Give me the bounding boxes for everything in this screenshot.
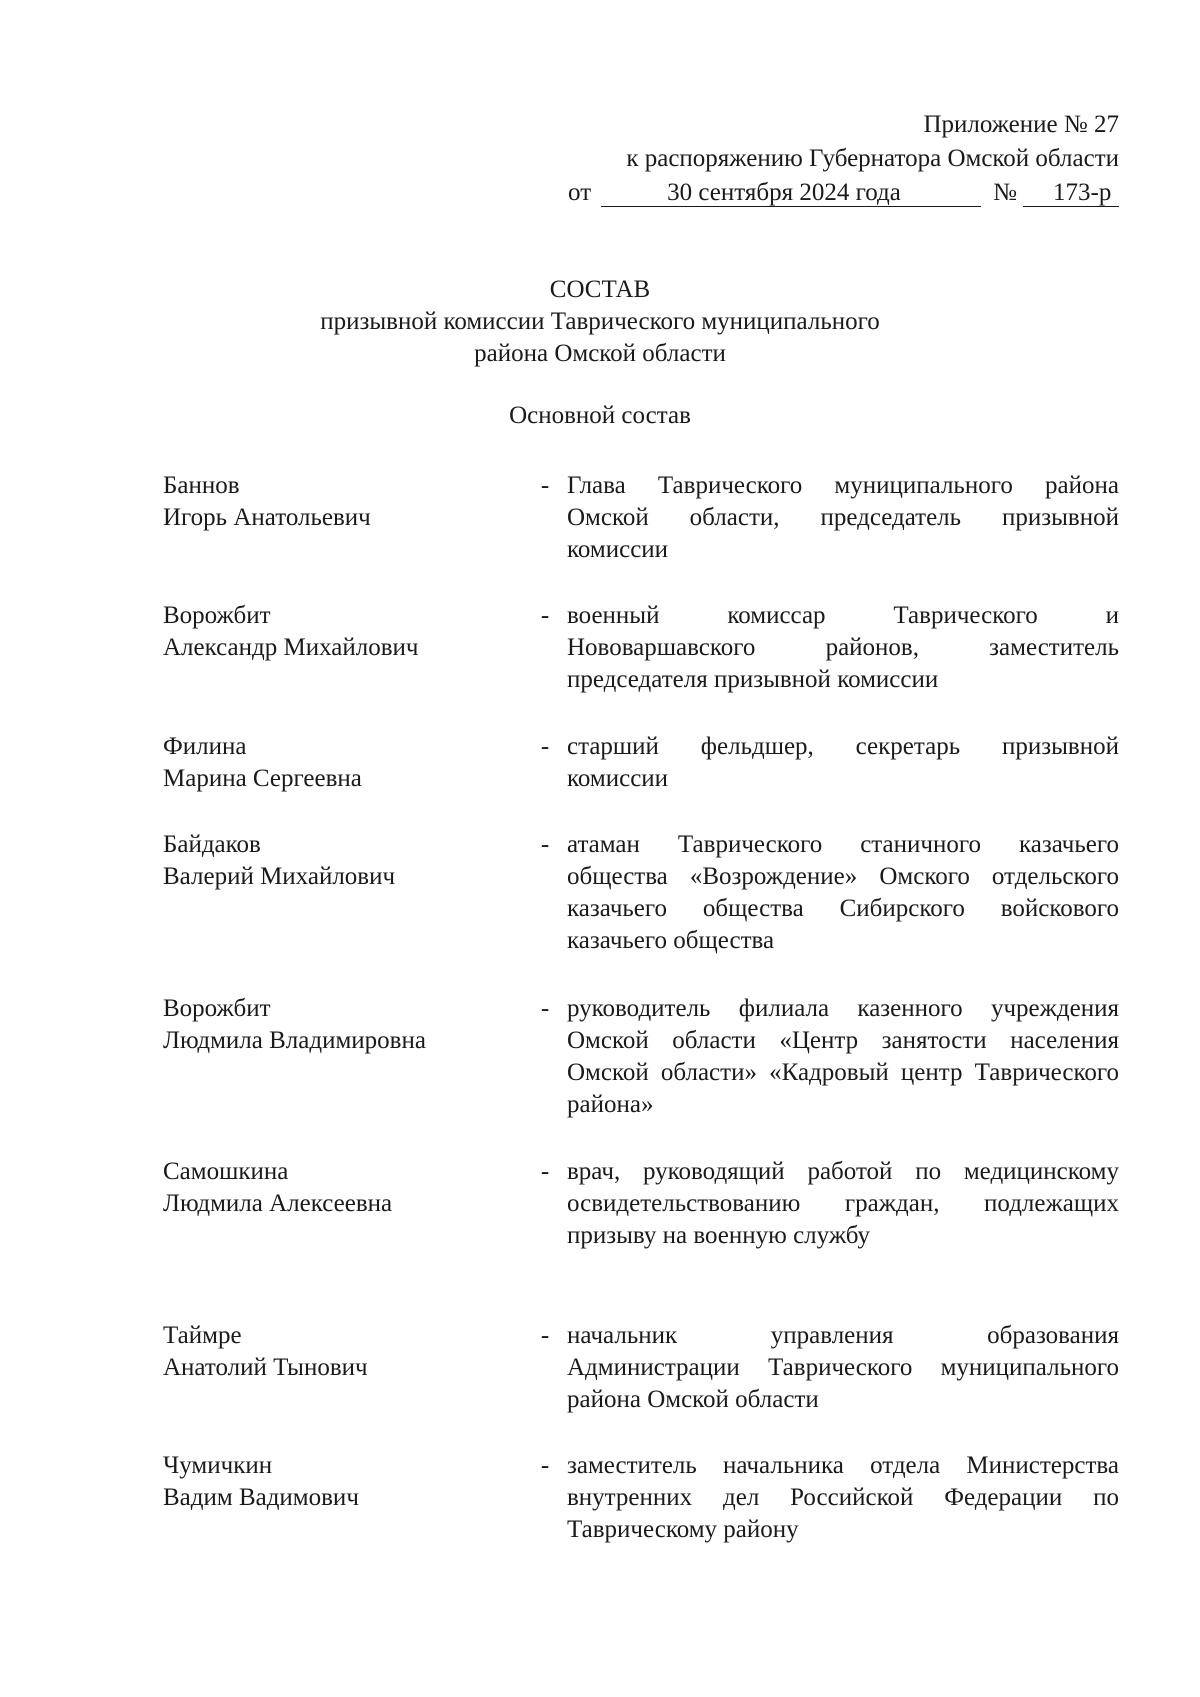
member-dash: -: [540, 831, 550, 858]
member-given-names: Анатолий Тынович: [163, 1354, 368, 1381]
member-row: [163, 993, 1119, 1121]
member-role: старший фельдшер, секретарь призывной комиссии: [567, 733, 1119, 792]
appendix-order-reference: к распоряжению Губернатора Омской области: [626, 145, 1119, 172]
member-given-names: Александр Михайлович: [163, 634, 419, 661]
member-surname: Филина: [163, 733, 247, 760]
appendix-header: [568, 108, 1119, 210]
member-dash: -: [540, 1322, 550, 1349]
member-name: [163, 1450, 523, 1546]
member-role: Глава Таврического муниципального района Омской области, председатель призывной комиссии: [567, 472, 1119, 563]
member-role: врач, руководящий работой по медицинскому освидетельствованию граждан, подлежащих призыву на военную службу: [567, 1158, 1119, 1249]
member-row: [163, 470, 1119, 566]
member-given-names: Людмила Алексеевна: [163, 1190, 393, 1217]
member-given-names: Вадим Вадимович: [163, 1484, 359, 1511]
member-dash: -: [540, 1158, 550, 1185]
member-role: начальник управления образования Администрации Таврического муниципального района Омской области: [567, 1322, 1119, 1413]
member-role: военный комиссар Таврического и Нововаршавского районов, заместитель председателя призывной комиссии: [567, 602, 1119, 693]
title-line-2: призывной комиссии Таврического муниципального: [320, 308, 880, 335]
member-row: [163, 1450, 1119, 1546]
member-surname: Ворожбит: [163, 995, 271, 1022]
member-name: [163, 731, 523, 795]
member-surname: Ворожбит: [163, 602, 271, 629]
member-row: [163, 1156, 1119, 1252]
member-name: [163, 1320, 523, 1416]
member-row: [163, 1320, 1119, 1416]
member-dash: -: [540, 995, 550, 1022]
member-name: [163, 470, 523, 566]
member-row: [163, 731, 1119, 795]
member-surname: Самошкина: [163, 1158, 289, 1185]
member-given-names: Марина Сергеевна: [163, 765, 362, 792]
member-surname: Байдаков: [163, 831, 261, 858]
member-dash: -: [540, 472, 550, 499]
member-dash: -: [540, 602, 550, 629]
member-name: [163, 993, 523, 1121]
appendix-date-line: [568, 176, 1119, 210]
member-row: [163, 829, 1119, 957]
member-dash: -: [540, 1452, 550, 1479]
date-prefix: от: [568, 179, 592, 206]
member-surname: Таймре: [163, 1322, 242, 1349]
title-heading: СОСТАВ: [549, 276, 651, 303]
member-row: [163, 600, 1119, 696]
member-given-names: Валерий Михайлович: [163, 863, 396, 890]
member-role: заместитель начальника отдела Министерства внутренних дел Российской Федерации по Таврическому району: [567, 1452, 1119, 1543]
member-given-names: Людмила Владимировна: [163, 1027, 426, 1054]
section-subtitle: Основной состав: [509, 402, 691, 429]
appendix-number: Приложение № 27: [923, 111, 1119, 138]
member-dash: -: [540, 733, 550, 760]
document-title: [0, 274, 1200, 370]
member-surname: Баннов: [163, 472, 240, 499]
number-label: №: [993, 179, 1017, 206]
number-value: 173-р: [1023, 180, 1119, 207]
member-role: атаман Таврического станичного казачьего общества «Возрождение» Омского отдельского казачьего общества Сибирского войскового казачьего общества: [567, 831, 1119, 954]
member-role: руководитель филиала казенного учреждения Омской области «Центр занятости населения Омской области» «Кадровый центр Таврического района»: [567, 995, 1119, 1118]
date-value: 30 сентября 2024 года: [601, 180, 981, 207]
member-given-names: Игорь Анатольевич: [163, 504, 371, 531]
member-surname: Чумичкин: [163, 1452, 273, 1479]
member-name: [163, 600, 523, 696]
member-name: [163, 1156, 523, 1252]
title-line-3: района Омской области: [474, 340, 726, 367]
member-name: [163, 829, 523, 957]
